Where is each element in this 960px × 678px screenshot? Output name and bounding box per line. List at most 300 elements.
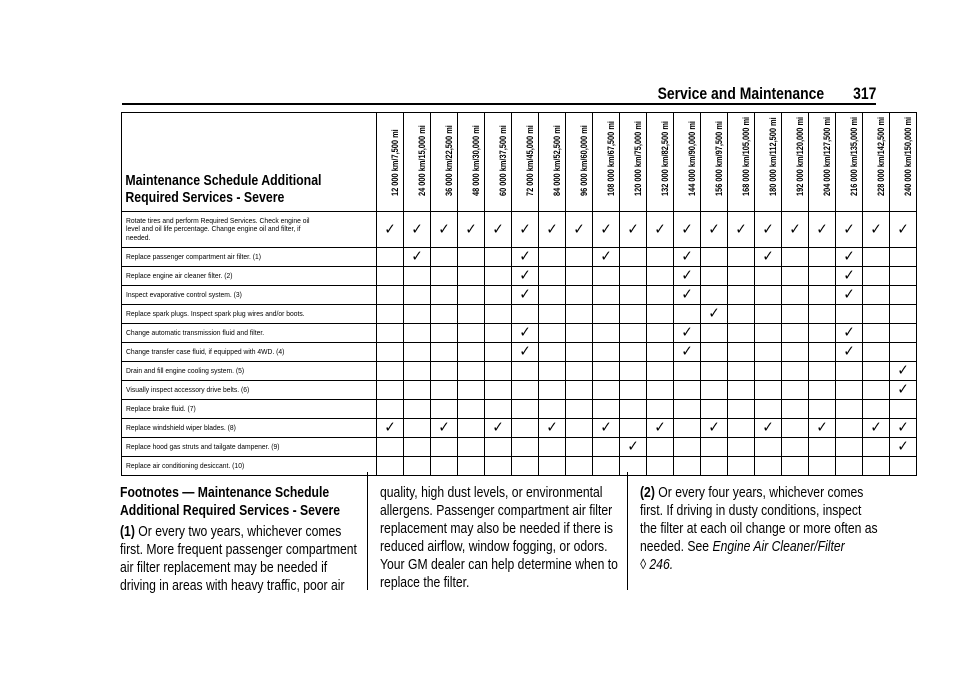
empty-cell: [539, 286, 566, 305]
empty-cell: [593, 324, 620, 343]
check-mark-cell: [620, 438, 647, 457]
empty-cell: [836, 400, 863, 419]
check-mark-icon: ✓: [654, 419, 666, 436]
empty-cell: [728, 457, 755, 476]
check-mark-cell: [512, 212, 539, 248]
empty-cell: [647, 362, 674, 381]
empty-cell: [485, 381, 512, 400]
empty-cell: [512, 400, 539, 419]
check-mark-icon: ✓: [519, 267, 531, 284]
empty-cell: [701, 248, 728, 267]
empty-cell: [782, 286, 809, 305]
check-mark-cell: [674, 343, 701, 362]
empty-cell: [674, 381, 701, 400]
mileage-header: [377, 113, 404, 212]
check-mark-icon: ✓: [438, 419, 450, 436]
mileage-label: 72 000 km/45,000 mi: [525, 125, 536, 196]
empty-cell: [566, 457, 593, 476]
check-mark-cell: [404, 248, 431, 267]
empty-cell: [566, 343, 593, 362]
empty-cell: [566, 419, 593, 438]
check-mark-cell: [431, 419, 458, 438]
empty-cell: [890, 305, 917, 324]
check-mark-icon: ✓: [600, 220, 612, 238]
table-title: [122, 173, 338, 211]
empty-cell: [539, 267, 566, 286]
mileage-header: [701, 113, 728, 212]
footnote-2: [640, 484, 879, 574]
check-mark-cell: [512, 286, 539, 305]
empty-cell: [566, 438, 593, 457]
empty-cell: [782, 324, 809, 343]
check-mark-cell: [890, 381, 917, 400]
empty-cell: [620, 324, 647, 343]
table-title-line1: Maintenance Schedule Additional: [125, 173, 322, 189]
check-mark-cell: [890, 438, 917, 457]
check-mark-cell: [674, 248, 701, 267]
empty-cell: [809, 267, 836, 286]
service-text: Rotate tires and perform Required Services. Check engine oil level and oil life percentage. Change engine oil and filter, if needed.: [126, 215, 310, 242]
table-row: [122, 343, 917, 362]
check-mark-icon: ✓: [897, 419, 909, 436]
empty-cell: [755, 324, 782, 343]
service-description: [122, 343, 377, 362]
check-mark-cell: [836, 212, 863, 248]
empty-cell: [620, 343, 647, 362]
mileage-label: 36 000 km/22,500 mi: [444, 125, 455, 196]
service-description: [122, 419, 377, 438]
empty-cell: [647, 305, 674, 324]
empty-cell: [836, 362, 863, 381]
check-mark-cell: [458, 212, 485, 248]
empty-cell: [458, 362, 485, 381]
empty-cell: [701, 362, 728, 381]
check-mark-cell: [782, 212, 809, 248]
empty-cell: [701, 324, 728, 343]
empty-cell: [404, 457, 431, 476]
mileage-header: [674, 113, 701, 212]
empty-cell: [458, 400, 485, 419]
check-mark-icon: ✓: [870, 220, 882, 238]
check-mark-icon: ✓: [519, 286, 531, 303]
empty-cell: [593, 362, 620, 381]
empty-cell: [431, 438, 458, 457]
check-mark-icon: ✓: [411, 220, 423, 238]
empty-cell: [485, 362, 512, 381]
empty-cell: [728, 267, 755, 286]
empty-cell: [863, 438, 890, 457]
empty-cell: [539, 362, 566, 381]
empty-cell: [836, 457, 863, 476]
empty-cell: [755, 381, 782, 400]
empty-cell: [782, 438, 809, 457]
table-row: [122, 438, 917, 457]
check-mark-icon: ✓: [600, 419, 612, 436]
empty-cell: [404, 438, 431, 457]
check-mark-cell: [728, 212, 755, 248]
empty-cell: [404, 305, 431, 324]
empty-cell: [890, 457, 917, 476]
empty-cell: [485, 286, 512, 305]
empty-cell: [566, 248, 593, 267]
empty-cell: [377, 286, 404, 305]
mileage-header: [755, 113, 782, 212]
check-mark-cell: [539, 212, 566, 248]
empty-cell: [701, 286, 728, 305]
table-row: [122, 457, 917, 476]
empty-cell: [458, 286, 485, 305]
empty-cell: [512, 362, 539, 381]
column-divider: [367, 472, 368, 590]
empty-cell: [863, 248, 890, 267]
empty-cell: [890, 400, 917, 419]
maintenance-schedule-table: [121, 112, 917, 476]
mileage-header: [458, 113, 485, 212]
empty-cell: [863, 400, 890, 419]
header-rule: [122, 103, 876, 105]
empty-cell: [485, 267, 512, 286]
empty-cell: [782, 343, 809, 362]
empty-cell: [377, 324, 404, 343]
empty-cell: [593, 305, 620, 324]
check-mark-icon: ✓: [600, 248, 612, 265]
check-mark-icon: ✓: [492, 419, 504, 436]
check-mark-cell: [620, 212, 647, 248]
empty-cell: [377, 457, 404, 476]
empty-cell: [782, 305, 809, 324]
mileage-label: 228 000 km/142,500 mi: [876, 116, 887, 196]
engine-air-cleaner-link[interactable]: Engine Air Cleaner/Filter: [712, 539, 845, 555]
service-text: Replace engine air cleaner filter. (2): [126, 270, 233, 280]
service-description: [122, 267, 377, 286]
footnote-column-1: [120, 484, 360, 595]
empty-cell: [404, 286, 431, 305]
empty-cell: [377, 381, 404, 400]
check-mark-cell: [755, 212, 782, 248]
check-mark-cell: [539, 419, 566, 438]
mileage-header: [620, 113, 647, 212]
empty-cell: [431, 324, 458, 343]
column-divider: [627, 472, 628, 590]
check-mark-icon: ✓: [762, 248, 774, 265]
footnote-1-text-continued: quality, high dust levels, or environmental allergens. Passenger compartment air filter replacement may also be needed if there is reduced airflow, window fogging, or odors. Your GM dealer can help determine when to replace the filter.: [380, 485, 618, 591]
table-row: [122, 324, 917, 343]
mileage-header: [728, 113, 755, 212]
check-mark-icon: ✓: [411, 248, 423, 265]
check-mark-icon: ✓: [735, 220, 747, 238]
mileage-label: 204 000 km/127,500 mi: [822, 116, 833, 196]
empty-cell: [566, 286, 593, 305]
empty-cell: [620, 286, 647, 305]
empty-cell: [620, 381, 647, 400]
mileage-label: 96 000 km/60,000 mi: [579, 125, 590, 196]
mileage-header: [647, 113, 674, 212]
empty-cell: [809, 457, 836, 476]
service-description: [122, 286, 377, 305]
empty-cell: [755, 438, 782, 457]
empty-cell: [755, 286, 782, 305]
empty-cell: [620, 248, 647, 267]
empty-cell: [485, 457, 512, 476]
check-mark-cell: [836, 286, 863, 305]
mileage-label: 156 000 km/97,500 mi: [714, 121, 725, 196]
mileage-label: 144 000 km/90,000 mi: [687, 121, 698, 196]
empty-cell: [836, 419, 863, 438]
check-mark-icon: ✓: [384, 220, 396, 238]
empty-cell: [539, 438, 566, 457]
empty-cell: [890, 267, 917, 286]
empty-cell: [458, 419, 485, 438]
table-title-line2: Required Services - Severe: [125, 190, 285, 206]
mileage-label: 180 000 km/112,500 mi: [768, 117, 779, 196]
check-mark-icon: ✓: [897, 438, 909, 455]
empty-cell: [539, 324, 566, 343]
empty-cell: [647, 267, 674, 286]
service-description: [122, 457, 377, 476]
empty-cell: [647, 438, 674, 457]
footnote-2-text: Or every four years, whichever comes first. If driving in dusty conditions, inspect the filter at each oil change or more often as needed. See: [640, 485, 878, 555]
empty-cell: [620, 419, 647, 438]
empty-cell: [431, 381, 458, 400]
empty-cell: [620, 267, 647, 286]
check-mark-icon: ✓: [681, 324, 693, 341]
empty-cell: [485, 305, 512, 324]
empty-cell: [431, 362, 458, 381]
empty-cell: [890, 248, 917, 267]
empty-cell: [377, 438, 404, 457]
empty-cell: [809, 362, 836, 381]
check-mark-cell: [377, 212, 404, 248]
footnotes-title: [120, 484, 359, 520]
mileage-header: [863, 113, 890, 212]
empty-cell: [458, 267, 485, 286]
empty-cell: [458, 343, 485, 362]
check-mark-cell: [863, 419, 890, 438]
empty-cell: [512, 419, 539, 438]
empty-cell: [701, 438, 728, 457]
check-mark-icon: ✓: [843, 248, 855, 265]
empty-cell: [593, 267, 620, 286]
check-mark-icon: ✓: [762, 220, 774, 238]
empty-cell: [485, 400, 512, 419]
check-mark-cell: [404, 212, 431, 248]
empty-cell: [890, 343, 917, 362]
check-mark-icon: ✓: [843, 286, 855, 303]
empty-cell: [809, 305, 836, 324]
empty-cell: [782, 381, 809, 400]
check-mark-cell: [701, 212, 728, 248]
empty-cell: [728, 419, 755, 438]
empty-cell: [593, 286, 620, 305]
check-mark-icon: ✓: [816, 220, 828, 238]
table-row: [122, 419, 917, 438]
footnote-1-number: (1): [120, 524, 135, 540]
mileage-header: [539, 113, 566, 212]
empty-cell: [512, 457, 539, 476]
service-text: Change transfer case fluid, if equipped with 4WD. (4): [126, 346, 285, 356]
empty-cell: [674, 419, 701, 438]
check-mark-cell: [512, 248, 539, 267]
empty-cell: [728, 305, 755, 324]
service-description: [122, 400, 377, 419]
check-mark-cell: [809, 419, 836, 438]
service-text: Replace brake fluid. (7): [126, 403, 196, 413]
empty-cell: [404, 267, 431, 286]
empty-cell: [863, 362, 890, 381]
mileage-label: 192 000 km/120,000 mi: [795, 116, 806, 196]
check-mark-cell: [701, 305, 728, 324]
service-description: [122, 305, 377, 324]
mileage-header: [566, 113, 593, 212]
check-mark-cell: [836, 324, 863, 343]
empty-cell: [647, 324, 674, 343]
empty-cell: [404, 324, 431, 343]
check-mark-icon: ✓: [546, 419, 558, 436]
empty-cell: [431, 400, 458, 419]
service-description: [122, 362, 377, 381]
empty-cell: [404, 419, 431, 438]
mileage-label: 132 000 km/82,500 mi: [660, 121, 671, 196]
service-description: [122, 212, 377, 248]
table-row: [122, 286, 917, 305]
empty-cell: [836, 305, 863, 324]
empty-cell: [377, 362, 404, 381]
check-mark-cell: [863, 212, 890, 248]
mileage-label: 12 000 km/7,500 mi: [390, 129, 401, 196]
check-mark-cell: [512, 343, 539, 362]
check-mark-cell: [566, 212, 593, 248]
empty-cell: [566, 305, 593, 324]
empty-cell: [566, 267, 593, 286]
empty-cell: [782, 267, 809, 286]
empty-cell: [701, 343, 728, 362]
empty-cell: [890, 324, 917, 343]
empty-cell: [458, 457, 485, 476]
check-mark-icon: ✓: [762, 419, 774, 436]
check-mark-cell: [593, 212, 620, 248]
empty-cell: [431, 305, 458, 324]
check-mark-icon: ✓: [681, 343, 693, 360]
check-mark-cell: [809, 212, 836, 248]
empty-cell: [836, 381, 863, 400]
check-mark-icon: ✓: [870, 419, 882, 436]
empty-cell: [431, 457, 458, 476]
empty-cell: [404, 362, 431, 381]
mileage-header: [512, 113, 539, 212]
empty-cell: [863, 324, 890, 343]
check-mark-cell: [485, 212, 512, 248]
mileage-label: 120 000 km/75,000 mi: [633, 121, 644, 196]
check-mark-cell: [674, 267, 701, 286]
table-body: [122, 212, 917, 476]
empty-cell: [593, 343, 620, 362]
check-mark-icon: ✓: [519, 324, 531, 341]
service-description: [122, 324, 377, 343]
table-row: [122, 267, 917, 286]
empty-cell: [728, 362, 755, 381]
empty-cell: [593, 438, 620, 457]
check-mark-cell: [485, 419, 512, 438]
check-mark-icon: ✓: [492, 220, 504, 238]
empty-cell: [458, 381, 485, 400]
empty-cell: [674, 362, 701, 381]
empty-cell: [431, 267, 458, 286]
check-mark-cell: [431, 212, 458, 248]
service-text: Replace windshield wiper blades. (8): [126, 422, 236, 432]
empty-cell: [647, 286, 674, 305]
empty-cell: [755, 343, 782, 362]
footnote-1-continued: [380, 484, 619, 592]
empty-cell: [512, 381, 539, 400]
service-text: Change automatic transmission fluid and filter.: [126, 327, 265, 337]
empty-cell: [539, 248, 566, 267]
check-mark-icon: ✓: [789, 220, 801, 238]
empty-cell: [593, 457, 620, 476]
table-row: [122, 212, 917, 248]
mileage-header: [593, 113, 620, 212]
check-mark-icon: ✓: [681, 248, 693, 265]
check-mark-icon: ✓: [843, 220, 855, 238]
empty-cell: [539, 343, 566, 362]
table-header-row: [122, 113, 917, 212]
empty-cell: [728, 343, 755, 362]
empty-cell: [782, 362, 809, 381]
empty-cell: [539, 381, 566, 400]
empty-cell: [404, 381, 431, 400]
mileage-label: 240 000 km/150,000 mi: [903, 116, 914, 196]
empty-cell: [701, 400, 728, 419]
empty-cell: [620, 400, 647, 419]
empty-cell: [485, 248, 512, 267]
service-text: Inspect evaporative control system. (3): [126, 289, 242, 299]
mileage-label: 48 000 km/30,000 mi: [471, 125, 482, 196]
table-row: [122, 381, 917, 400]
service-text: Replace passenger compartment air filter. (1): [126, 251, 262, 261]
check-mark-icon: ✓: [627, 220, 639, 238]
empty-cell: [701, 381, 728, 400]
empty-cell: [377, 343, 404, 362]
empty-cell: [620, 305, 647, 324]
empty-cell: [593, 381, 620, 400]
footnote-1-text: Or every two years, whichever comes first. More frequent passenger compartment air filter replacement may be needed if driving in areas with heavy traffic, poor air: [120, 524, 357, 594]
empty-cell: [431, 343, 458, 362]
check-mark-icon: ✓: [681, 286, 693, 303]
empty-cell: [539, 400, 566, 419]
mileage-label: 108 000 km/67,500 mi: [606, 121, 617, 196]
check-mark-cell: [647, 212, 674, 248]
empty-cell: [431, 286, 458, 305]
empty-cell: [593, 400, 620, 419]
empty-cell: [728, 400, 755, 419]
page-reference-link[interactable]: ◊ 246.: [640, 557, 674, 573]
empty-cell: [809, 400, 836, 419]
check-mark-cell: [674, 324, 701, 343]
check-mark-icon: ✓: [519, 220, 531, 238]
empty-cell: [377, 267, 404, 286]
table-row: [122, 400, 917, 419]
empty-cell: [782, 457, 809, 476]
mileage-label: 216 000 km/135,000 mi: [849, 116, 860, 196]
empty-cell: [755, 305, 782, 324]
empty-cell: [863, 457, 890, 476]
check-mark-icon: ✓: [546, 220, 558, 238]
check-mark-cell: [674, 212, 701, 248]
empty-cell: [674, 400, 701, 419]
check-mark-cell: [836, 267, 863, 286]
check-mark-cell: [593, 419, 620, 438]
empty-cell: [728, 438, 755, 457]
empty-cell: [647, 248, 674, 267]
